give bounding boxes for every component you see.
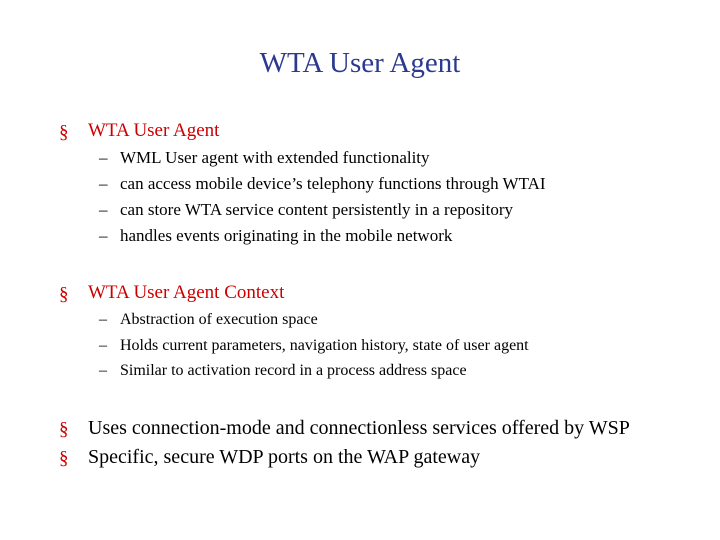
list-item: Abstraction of execution space <box>120 311 318 328</box>
list-item: handles events originating in the mobile network <box>120 226 453 245</box>
list-item: Holds current parameters, navigation history, state of user agent <box>120 337 529 354</box>
bullet-icon: § <box>59 448 69 469</box>
bullet-item-wdp-ports: Specific, secure WDP ports on the WAP gateway <box>88 446 481 468</box>
dash-icon: – <box>99 337 107 354</box>
dash-icon: – <box>99 174 108 193</box>
dash-icon: – <box>99 311 107 328</box>
dash-icon: – <box>99 200 108 219</box>
list-item: can access mobile device’s telephony functions through WTAI <box>120 174 546 193</box>
list-item: WML User agent with extended functionality <box>120 148 430 167</box>
list-item: Similar to activation record in a process address space <box>120 362 467 379</box>
slide-title: WTA User Agent <box>259 47 461 79</box>
list-item: can store WTA service content persistently in a repository <box>120 200 513 219</box>
dash-icon: – <box>99 148 108 167</box>
dash-icon: – <box>99 362 107 379</box>
bullet-icon: § <box>59 419 69 440</box>
bullet-icon: § <box>59 284 69 305</box>
section-heading-user-agent: WTA User Agent <box>88 120 220 141</box>
dash-icon: – <box>99 226 108 245</box>
bullet-item-wsp-services: Uses connection-mode and connectionless services offered by WSP <box>88 417 630 439</box>
bullet-icon: § <box>59 122 69 143</box>
section-heading-user-agent-context: WTA User Agent Context <box>88 282 285 303</box>
